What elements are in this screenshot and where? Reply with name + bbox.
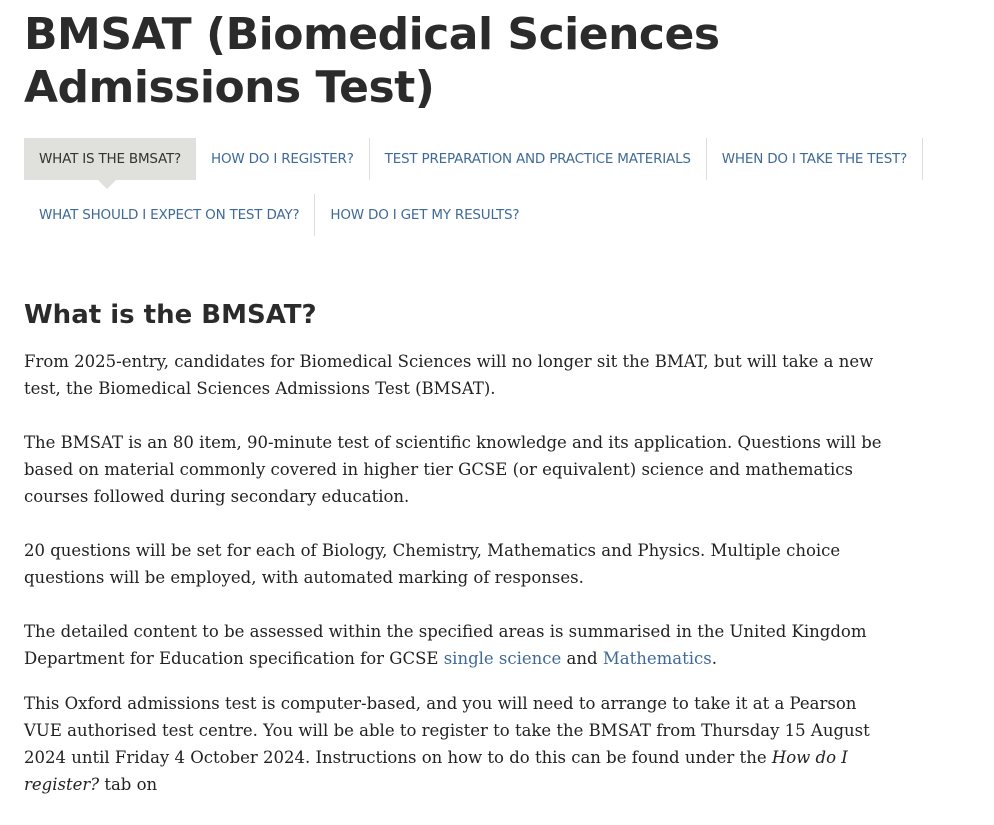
paragraph-registration-end: tab on [99, 775, 158, 794]
tab-test-preparation[interactable]: TEST PREPARATION AND PRACTICE MATERIALS [370, 138, 707, 180]
paragraph-content-spec-text: The detailed content to be assessed within the specified areas is summarised in the United Kingdom Department for Education specification for GCSE [24, 622, 867, 668]
tab-how-do-i-get-my-results[interactable]: HOW DO I GET MY RESULTS? [330, 207, 520, 223]
how-do-i-register-reference: How do I register? [24, 748, 848, 794]
tab-when-do-i-take-the-test[interactable]: WHEN DO I TAKE THE TEST? [707, 138, 923, 180]
section-heading: What is the BMSAT? [24, 300, 317, 330]
tab-what-to-expect-on-test-day[interactable]: WHAT SHOULD I EXPECT ON TEST DAY? [24, 194, 315, 236]
paragraph-test-format: The BMSAT is an 80 item, 90-minute test of scientific knowledge and its application. Questions will be based on material commonly covered in higher tier GCSE (or equivalent) science and mathematics courses followed during secondary education. [24, 433, 882, 506]
paragraph-content-spec-end: . [711, 649, 717, 668]
tab-what-is-the-bmsat[interactable]: WHAT IS THE BMSAT? [24, 138, 196, 180]
tab-how-do-i-register[interactable]: HOW DO I REGISTER? [196, 138, 370, 180]
paragraph-intro: From 2025-entry, candidates for Biomedical Sciences will no longer sit the BMAT, but will take a new test, the Biomedical Sciences Admissions Test (BMSAT). [24, 352, 874, 398]
tab-navigation [24, 138, 924, 250]
paragraph-registration [24, 690, 884, 798]
paragraph-content-spec [24, 618, 884, 672]
paragraph-registration-text: This Oxford admissions test is computer-based, and you will need to arrange to take it at a Pearson VUE authorised test centre. You will be able to register to take the BMSAT from Thursday 15 August 2024 until Friday 4 October 2024. Instructions on how to do this can be found under the [24, 694, 870, 767]
tab-row-1 [24, 138, 924, 180]
section-content [24, 348, 884, 825]
paragraph-questions: 20 questions will be set for each of Biology, Chemistry, Mathematics and Physics. Multiple choice questions will be employed, with automated marking of responses. [24, 541, 841, 587]
mathematics-link[interactable]: Mathematics [602, 649, 712, 668]
page-title: BMSAT (Biomedical Sciences Admissions Test) [24, 9, 720, 113]
single-science-link[interactable]: single science [443, 649, 562, 668]
paragraph-content-spec-and: and [561, 649, 603, 668]
tab-row-2 [24, 194, 924, 236]
